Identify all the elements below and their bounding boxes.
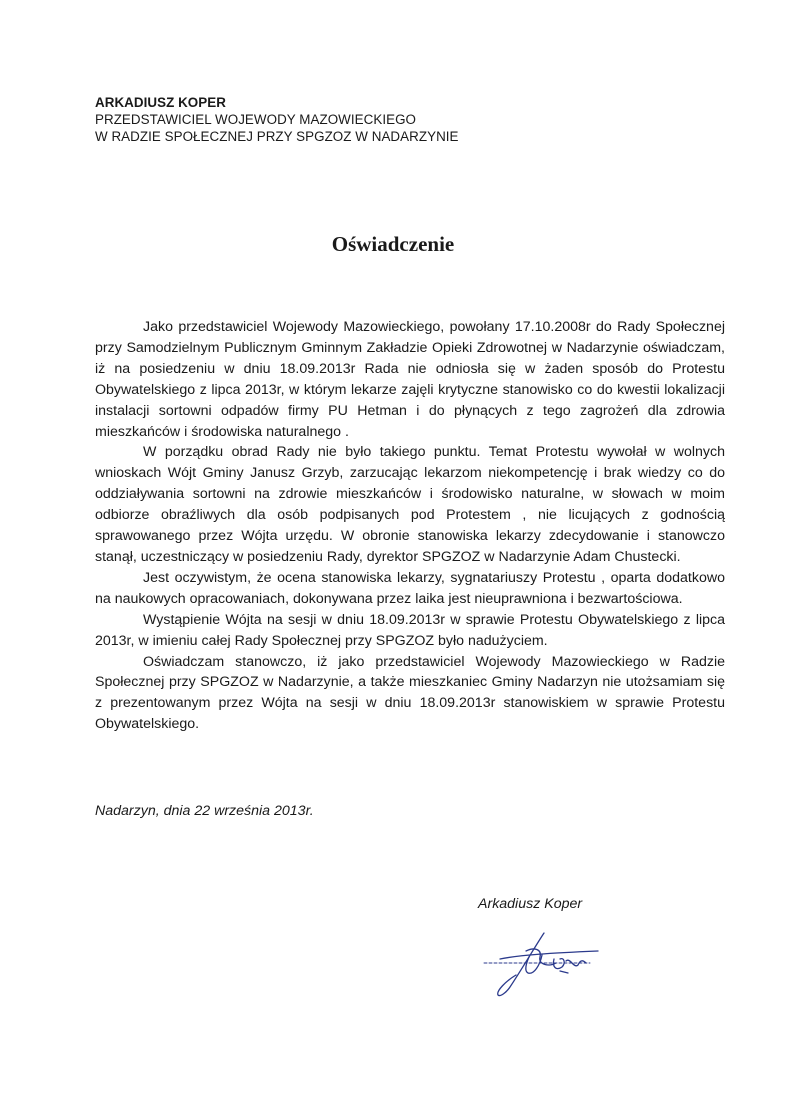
handwritten-signature [470,925,610,1005]
place-and-date: Nadarzyn, dnia 22 września 2013r. [95,803,314,819]
paragraph-2: W porządku obrad Rady nie było takiego punktu. Temat Protestu wywołał w wolnych wnioskach Wójt Gminy Janusz Grzyb, zarzucając lekarzom niekompetencję i brak wiedzy co do oddziaływania sortowni na zdrowie mieszkańców i środowisko naturalne, w słowach w moim odbiorze obraźliwych dla osób podpisanych pod Protestem , nie licujących z godnością sprawowanego przez Wójta urzędu. W obronie stanowiska lekarzy zdecydowanie i stanowczo stanął, uczestniczący w posiedzeniu Rady, dyrektor SPGZOZ w Nadarzynie Adam Chustecki. [95,444,725,565]
letterhead [95,94,459,145]
paragraph-4: Wystąpienie Wójta na sesji w dniu 18.09.2013r w sprawie Protestu Obywatelskiego z lipca 2013r, w imieniu całej Rady Społecznej przy SPGZOZ było nadużyciem. [95,611,725,649]
document-title: Oświadczenie [331,232,455,256]
author-position-line-2: W RADZIE SPOŁECZNEJ PRZY SPGZOZ W NADARZYNIE [95,129,459,144]
paragraph-1: Jako przedstawiciel Wojewody Mazowieckiego, powołany 17.10.2008r do Rady Społecznej przy Samodzielnym Publicznym Gminnym Zakładzie Opieki Zdrowotnej w Nadarzynie oświadczam, iż na posiedzeniu w dniu 18.09.2013r Rada nie odniosła się w żaden sposób do Protestu Obywatelskiego z lipca 2013r, w którym lekarze zajęli krytyczne stanowisko co do kwestii lokalizacji instalacji sortowni odpadów firmy PU Hetman i do płynących z tego zagrożeń dla zdrowia mieszkańców i środowiska naturalnego . [95,319,725,440]
author-name: ARKADIUSZ KOPER [95,95,226,110]
signer-name: Arkadiusz Koper [478,896,583,912]
paragraph-3: Jest oczywistym, że ocena stanowiska lekarzy, sygnatariuszy Protestu , oparta dodatkowo na naukowych opracowaniach, dokonywana przez laika jest nieuprawniona i bezwartościowa. [95,569,725,607]
author-position-line-1: PRZEDSTAWICIEL WOJEWODY MAZOWIECKIEGO [95,112,417,127]
statement-body [95,317,725,735]
paragraph-5: Oświadczam stanowczo, iż jako przedstawiciel Wojewody Mazowieckiego w Radzie Społecznej przy SPGZOZ w Nadarzynie, a także mieszkaniec Gminy Nadarzyn nie utożsamiam się z prezentowanym przez Wójta na sesji w dniu 18.09.2013r stanowiskiem w sprawie Protestu Obywatelskiego. [95,653,725,733]
